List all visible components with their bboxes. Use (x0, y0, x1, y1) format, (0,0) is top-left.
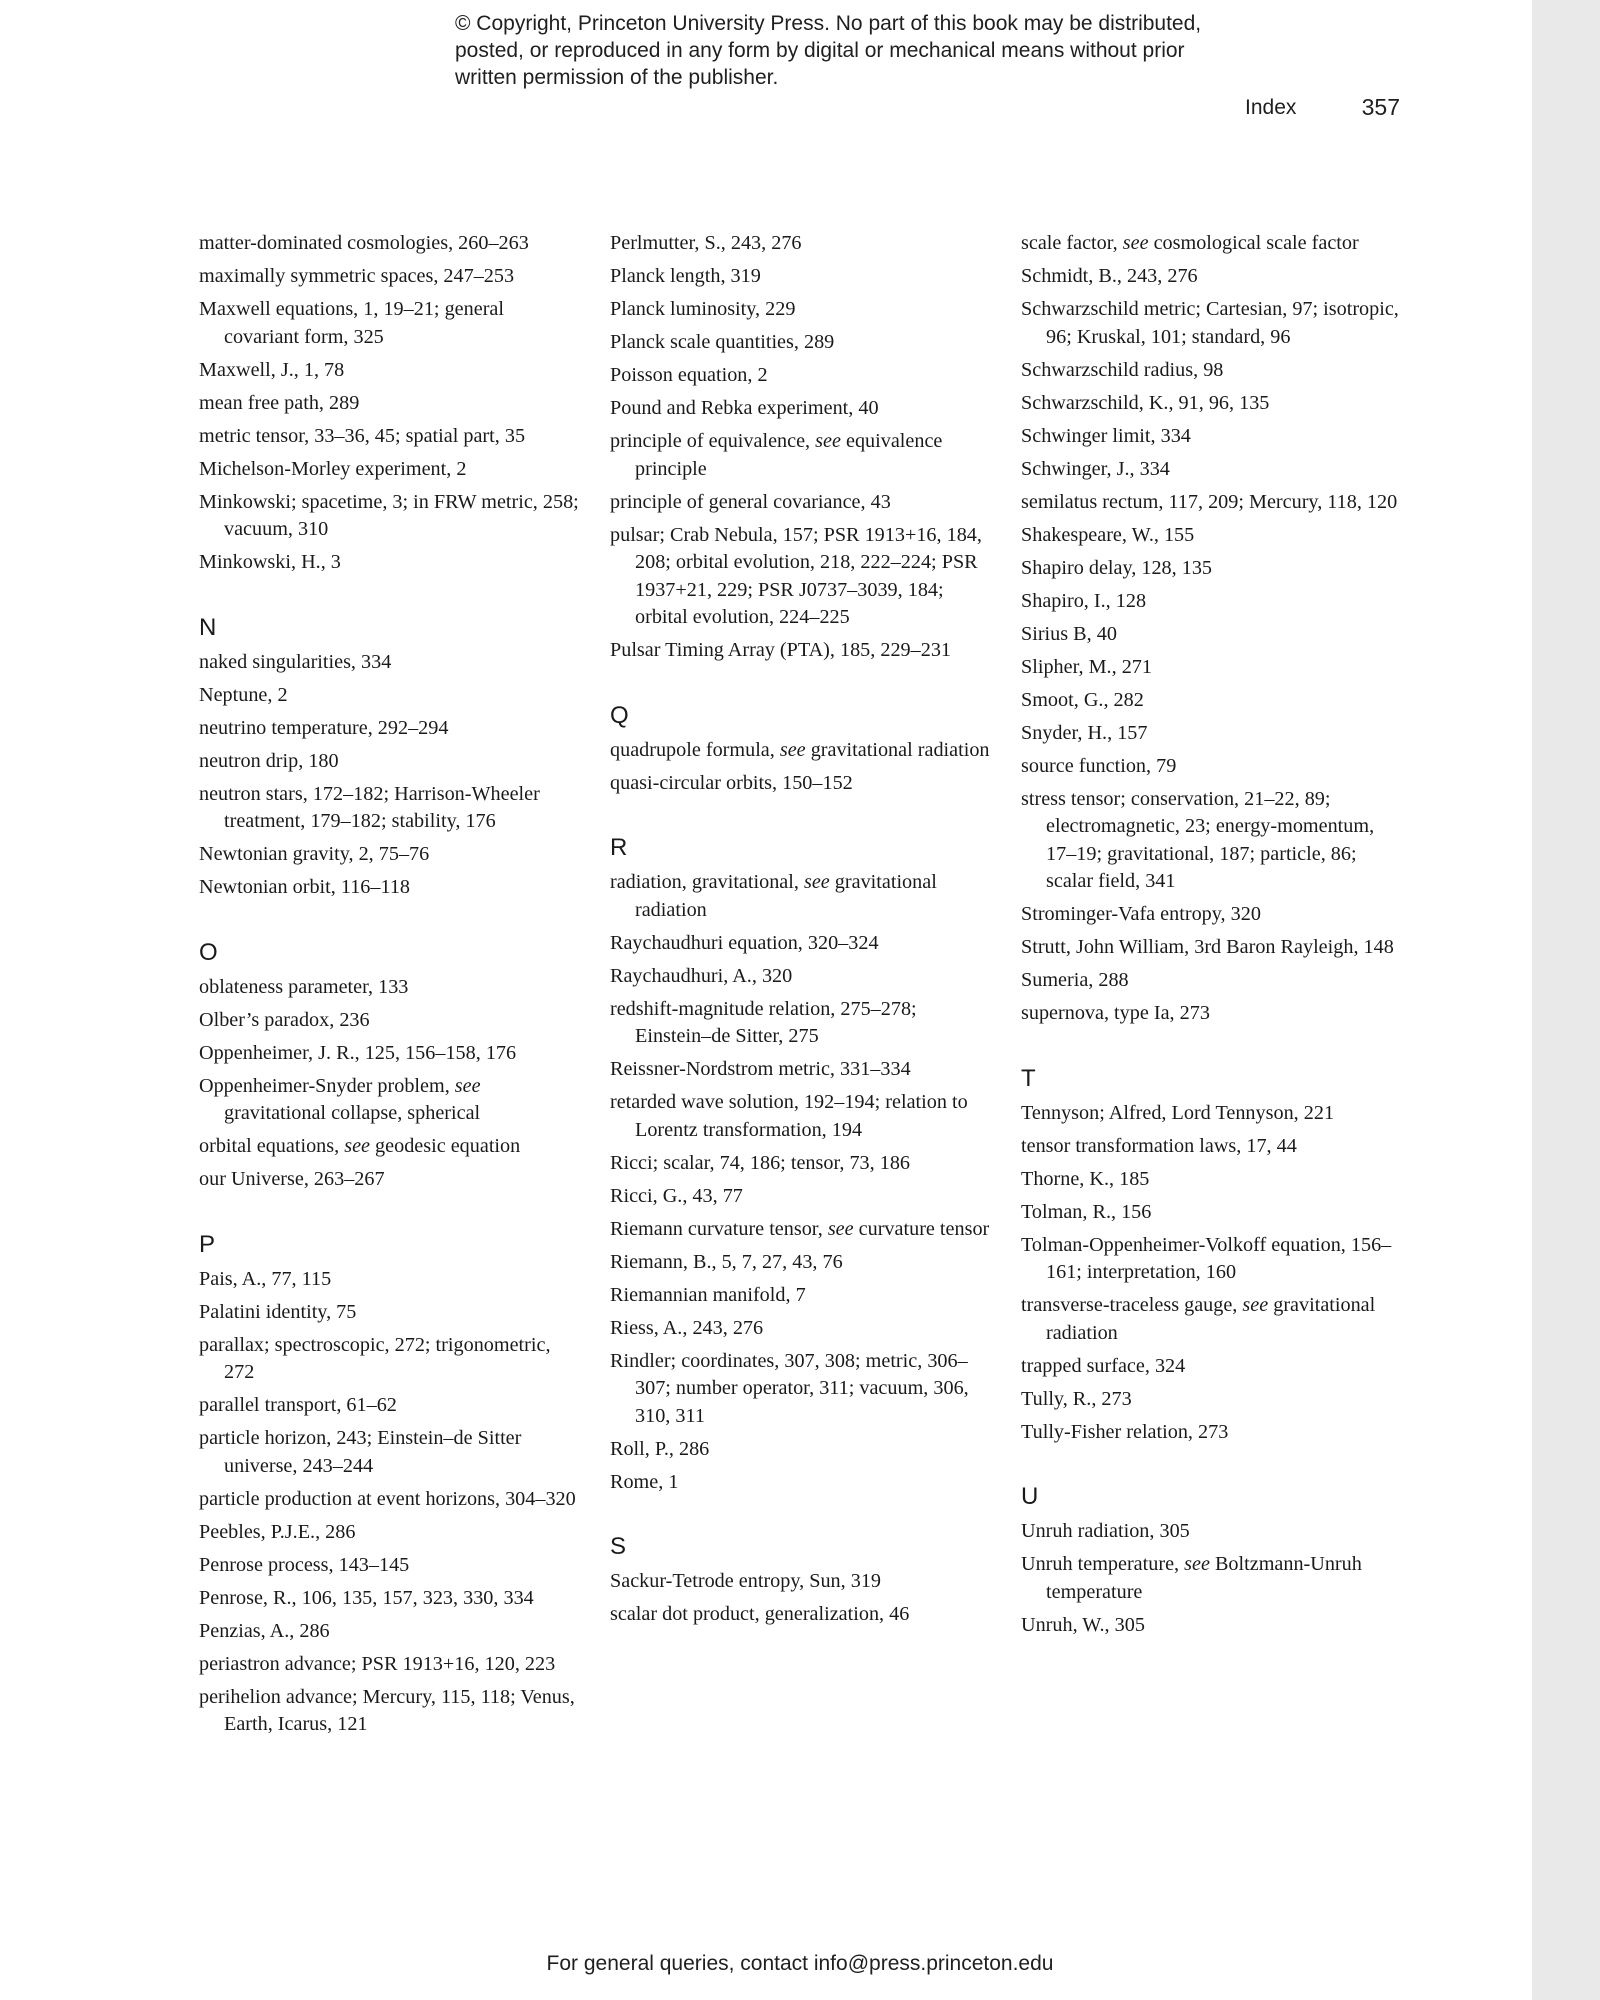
index-entry: Schwarzschild metric; Cartesian, 97; isotropic, 96; Kruskal, 101; standard, 96 (1021, 298, 1399, 348)
index-entry: Schwinger limit, 334 (1021, 424, 1191, 447)
index-entry: Penrose, R., 106, 135, 157, 323, 330, 334 (199, 1586, 534, 1609)
index-entry: retarded wave solution, 192–194; relation to Lorentz transformation, 194 (610, 1091, 968, 1141)
see-reference: see (803, 871, 830, 893)
see-reference: see (344, 1135, 370, 1157)
index-entry: Rindler; coordinates, 307, 308; metric, 306–307; number operator, 311; vacuum, 306, 310, 311 (610, 1349, 969, 1427)
index-entry: Schmidt, B., 243, 276 (1021, 265, 1198, 287)
section-letter: U (1021, 1483, 1039, 1510)
index-entry: Pais, A., 77, 115 (199, 1267, 332, 1290)
index-entry (610, 428, 995, 483)
index-entry: Strominger-Vafa entropy, 320 (1021, 903, 1261, 925)
index-entry: Planck length, 319 (610, 265, 761, 287)
see-reference: see (1184, 1553, 1210, 1575)
page-number: 357 (1361, 94, 1400, 120)
index-entry (610, 869, 995, 924)
see-reference: see (779, 738, 806, 761)
index-entry: Ricci; scalar, 74, 186; tensor, 73, 186 (610, 1151, 911, 1174)
index-entry: Unruh, W., 305 (1021, 1613, 1145, 1636)
index-entry: Planck scale quantities, 289 (610, 331, 835, 353)
index-entry: Ricci, G., 43, 77 (610, 1184, 743, 1207)
index-entry: neutron stars, 172–182; Harrison-Wheeler treatment, 179–182; stability, 176 (199, 782, 540, 832)
index-entry: Sackur-Tetrode entropy, Sun, 319 (610, 1570, 882, 1592)
index-entry: Olber’s paradox, 236 (199, 1008, 370, 1031)
index-entry: neutron drip, 180 (199, 749, 339, 772)
see-target: gravitational collapse, spherical (224, 1102, 481, 1124)
index-entry: Reissner-Nordstrom metric, 331–334 (610, 1058, 911, 1080)
index-entry: tensor transformation laws, 17, 44 (1021, 1134, 1297, 1157)
index-entry: Snyder, H., 157 (1021, 721, 1148, 744)
see-target: gravitational radiation (805, 738, 990, 761)
entry-term: transverse-traceless gauge, (1021, 1294, 1243, 1316)
index-entry (1021, 1292, 1406, 1347)
index-entry: parallax; spectroscopic, 272; trigonometric, 272 (199, 1333, 551, 1383)
index-entry: Thorne, K., 185 (1021, 1167, 1150, 1190)
index-entry: Slipher, M., 271 (1021, 655, 1152, 678)
index-entry: Perlmutter, S., 243, 276 (610, 232, 802, 254)
index-entry: particle production at event horizons, 304–320 (199, 1487, 576, 1510)
index-entry: Raychaudhuri equation, 320–324 (610, 931, 879, 954)
index-entry: neutrino temperature, 292–294 (199, 716, 449, 739)
running-head (1190, 94, 1400, 124)
index-entry: Penrose process, 143–145 (199, 1553, 410, 1576)
index-entry: Shapiro delay, 128, 135 (1021, 556, 1213, 579)
section-letter: T (1021, 1064, 1036, 1092)
index-entry: Schwarzschild radius, 98 (1021, 358, 1224, 381)
index-entry: Roll, P., 286 (610, 1437, 710, 1460)
index-entry: Michelson-Morley experiment, 2 (199, 457, 467, 480)
index-entry (610, 737, 995, 765)
index-entry: Pulsar Timing Array (PTA), 185, 229–231 (610, 639, 952, 661)
index-entry: oblateness parameter, 133 (199, 975, 409, 998)
index-column-3 (1021, 230, 1406, 1645)
see-reference: see (1122, 232, 1149, 254)
index-entry (610, 1216, 995, 1244)
index-entry: scalar dot product, generalization, 46 (610, 1603, 910, 1625)
index-column-2 (610, 230, 995, 1634)
index-entry: parallel transport, 61–62 (199, 1394, 397, 1416)
section-letter: Q (610, 701, 629, 729)
see-target: geodesic equation (370, 1135, 521, 1157)
entry-term: quadrupole formula, (610, 738, 780, 761)
index-entry: stress tensor; conservation, 21–22, 89; electromagnetic, 23; energy-momentum, 17–19; gravitational, 187; particle, 86; scalar field, 341 (1021, 787, 1375, 892)
index-entry: Minkowski; spacetime, 3; in FRW metric, 258; vacuum, 310 (199, 490, 579, 540)
index-entry: Shapiro, I., 128 (1021, 589, 1147, 612)
index-entry: our Universe, 263–267 (199, 1168, 385, 1190)
section-letter: R (610, 834, 628, 861)
index-entry: Maxwell, J., 1, 78 (199, 358, 345, 381)
section-letter: S (610, 1533, 627, 1560)
index-entry: Tolman-Oppenheimer-Volkoff equation, 156–161; interpretation, 160 (1021, 1233, 1392, 1283)
index-entry: Raychaudhuri, A., 320 (610, 964, 793, 987)
index-entry: Strutt, John William, 3rd Baron Rayleigh, 148 (1021, 936, 1394, 958)
index-entry: matter-dominated cosmologies, 260–263 (199, 232, 529, 254)
index-entry: Sirius B, 40 (1021, 622, 1117, 645)
see-target: curvature tensor (853, 1217, 990, 1240)
index-entry: semilatus rectum, 117, 209; Mercury, 118, 120 (1021, 490, 1398, 513)
index-entry: Schwinger, J., 334 (1021, 457, 1170, 480)
index-entry: Pound and Rebka experiment, 40 (610, 397, 879, 419)
see-target: cosmological scale factor (1148, 232, 1359, 254)
index-entry: Poisson equation, 2 (610, 364, 768, 386)
index-entry: quasi-circular orbits, 150–152 (610, 771, 853, 794)
index-entry: Riess, A., 243, 276 (610, 1316, 764, 1339)
index-entry: Riemannian manifold, 7 (610, 1283, 806, 1306)
index-entry: Palatini identity, 75 (199, 1300, 357, 1323)
index-entry: Newtonian orbit, 116–118 (199, 876, 411, 898)
entry-term: Unruh temperature, (1021, 1553, 1185, 1575)
index-entry: Neptune, 2 (199, 683, 288, 706)
entry-term: scale factor, (1021, 232, 1123, 254)
entry-term: orbital equations, (199, 1135, 345, 1157)
index-entry: mean free path, 289 (199, 391, 360, 414)
index-entry: pulsar; Crab Nebula, 157; PSR 1913+16, 184, 208; orbital evolution, 218, 222–224; PSR 1937+21, 229; PSR J0737–3039, 184; orbital evolution, 224–225 (610, 523, 982, 628)
footer-contact: For general queries, contact info@press.princeton.edu (546, 1952, 1054, 1975)
index-entry: Schwarzschild, K., 91, 96, 135 (1021, 391, 1270, 414)
index-entry: principle of general covariance, 43 (610, 490, 891, 513)
see-target: gravitational radiation (635, 871, 937, 921)
see-reference: see (827, 1217, 854, 1240)
see-reference: see (815, 430, 841, 452)
index-entry: Peebles, P.J.E., 286 (199, 1520, 356, 1543)
index-entry: particle horizon, 243; Einstein–de Sitter universe, 243–244 (199, 1427, 522, 1477)
index-entry: naked singularities, 334 (199, 650, 392, 673)
index-entry: Tolman, R., 156 (1021, 1200, 1152, 1223)
index-entry: Smoot, G., 282 (1021, 688, 1144, 711)
index-column-1 (199, 230, 584, 1744)
index-entry: Maxwell equations, 1, 19–21; general covariant form, 325 (199, 298, 504, 348)
index-entry: periastron advance; PSR 1913+16, 120, 223 (199, 1652, 556, 1675)
index-entry (1021, 1551, 1406, 1606)
index-entry: source function, 79 (1021, 754, 1177, 777)
index-entry: Tennyson; Alfred, Lord Tennyson, 221 (1021, 1101, 1335, 1124)
section-letter: N (199, 613, 217, 641)
index-entry (1021, 230, 1406, 258)
section-letter: P (199, 1230, 216, 1258)
see-reference: see (1242, 1294, 1269, 1316)
index-entry: supernova, type Ia, 273 (1021, 1002, 1210, 1024)
index-entry: Tully-Fisher relation, 273 (1021, 1420, 1229, 1443)
see-reference: see (454, 1074, 481, 1097)
index-entry: Planck luminosity, 229 (610, 298, 796, 320)
index-entry: Oppenheimer, J. R., 125, 156–158, 176 (199, 1041, 517, 1064)
index-entry: Sumeria, 288 (1021, 969, 1129, 991)
viewer-background (1532, 0, 1600, 2000)
see-target: gravitational radiation (1046, 1294, 1376, 1344)
index-entry: Minkowski, H., 3 (199, 551, 341, 573)
section-letter: O (199, 938, 218, 966)
index-entry: Penzias, A., 286 (199, 1619, 330, 1642)
index-entry: Shakespeare, W., 155 (1021, 523, 1195, 546)
index-entry: maximally symmetric spaces, 247–253 (199, 265, 515, 287)
index-entry (199, 1073, 584, 1128)
index-entry: Unruh radiation, 305 (1021, 1520, 1190, 1542)
index-entry: trapped surface, 324 (1021, 1354, 1186, 1377)
running-head-title: Index (1245, 96, 1297, 119)
index-entry (199, 1133, 584, 1161)
copyright-notice: © Copyright, Princeton University Press. No part of this book may be distributed, posted, or reproduced in any form by digital or mechanical means without prior written permission of the publisher. (455, 12, 1202, 89)
index-entry: redshift-magnitude relation, 275–278; Einstein–de Sitter, 275 (610, 997, 917, 1047)
entry-term: radiation, gravitational, (610, 871, 804, 893)
index-entry: Tully, R., 273 (1021, 1387, 1132, 1410)
entry-term: Oppenheimer-Snyder problem, (199, 1074, 455, 1097)
index-entry: perihelion advance; Mercury, 115, 118; Venus, Earth, Icarus, 121 (199, 1685, 575, 1735)
see-target: equivalence principle (635, 430, 943, 480)
entry-term: principle of equivalence, (610, 430, 816, 452)
index-entry: Newtonian gravity, 2, 75–76 (199, 843, 430, 865)
entry-term: Riemann curvature tensor, (610, 1217, 828, 1240)
index-entry: metric tensor, 33–36, 45; spatial part, 35 (199, 424, 526, 447)
see-target: Boltzmann-Unruh temperature (1046, 1553, 1362, 1603)
index-entry: Rome, 1 (610, 1470, 679, 1493)
index-entry: Riemann, B., 5, 7, 27, 43, 76 (610, 1250, 843, 1273)
